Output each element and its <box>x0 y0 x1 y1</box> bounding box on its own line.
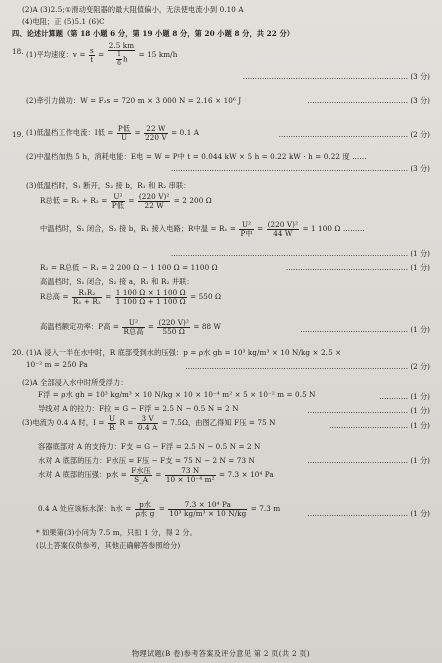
q19-low-gear-text: (3)低温档时，S₁ 断开，S₂ 接 b，R₁ 和 R₂ 串联： <box>26 181 191 190</box>
top-answer-line-2: (4)电阻；正 (5)5.1 (6)C <box>22 17 105 26</box>
q19-score-5: ……………………………………… (1 分) <box>300 325 430 334</box>
q20-score-3: …………………………………… (1 分) <box>307 406 430 415</box>
q19-score-4: …………………………………………… (1 分) <box>285 263 430 272</box>
q18-number: 18. <box>12 47 24 56</box>
q18-score-2: …………………………………… (3 分) <box>307 96 430 105</box>
q20-score-1: ………………………………………………………………………………… (2 分) <box>185 362 430 371</box>
q20-score-5: …………………………………… (1 分) <box>307 456 430 465</box>
fraction: $\frac{\text{(220 V)²}}{550 \Omega}$ <box>158 317 189 336</box>
q20-buoyancy-formula: F浮 = ρ水 gh = 10³ kg/m³ × 10 N/kg × 10 × 10⁻⁴ m² × 5 × 10⁻² m = 0.5 N <box>38 390 316 399</box>
q19-score-2: ……………………………………………………………………………………… (3 分) <box>170 164 430 173</box>
fraction: $\frac{1 100 \Omega \times 1 100 \Omega}{1 100 \Omega + 1 100 \Omega}$ <box>115 287 186 306</box>
q19-mid-resistance: 中温档时，S₁ 闭合，S₂ 接 b，R₁ 接入电路；R中温 = R₁ = $\frac{\text{U²}}{\text{P中}}$ = $\frac{\text{(220 V)²}}{44 W}$ = 1 100 Ω ……… <box>40 219 365 238</box>
q20-pressure-line-1: (1)A 浸入一半在水中时，R 底部受到水的压强：p = ρ水 gh = 10³ kg/m³ × 10 N/kg × 2.5 × <box>26 348 342 357</box>
q20-support-force: 容器底部对 A 的支持力：F支 = G − F浮 = 2.5 N − 0.5 N = 2 N <box>38 442 261 451</box>
q18-speed-formula: (1)平均速度：v = $\frac{s}{t}$ = 2.5 km $\frac{1}{6}$ h = 15 km/h <box>26 41 178 67</box>
fraction: 2.5 km $\frac{1}{6}$ h <box>108 41 135 67</box>
q20-score-4: …………………………… (1 分) <box>328 421 430 430</box>
q19-total-resistance-high: R总高 = $\frac{\text{R₁R₂}}{\text{R₁ + R₂}}$ = $\frac{1 100 \Omega \times 1 100 \Omega}{1 100 \Omega + 1 100 \Omega}$ = 550 Ω <box>40 287 222 306</box>
fraction: $\frac{\text{p水}}{\text{ρ水 g}}$ <box>135 499 155 518</box>
fraction: $\frac{\text{F水压}}{S\_A}$ <box>131 465 151 484</box>
q18-score-1: …………………………………………………………… (3 分) <box>242 72 430 81</box>
q19-total-resistance-low: R总低 = R₁ + R₂ = $\frac{\text{U²}}{\text{P低}}$ = $\frac{\text{(220 V)²}}{22 W}$ = 2 200 Ω <box>40 191 212 210</box>
fraction: $\frac{73 N}{\text{10 × 10⁻⁴ m²}}$ <box>165 465 215 484</box>
fraction: $\frac{\text{R₁R₂}}{\text{R₁ + R₂}}$ <box>73 287 101 306</box>
q19-energy-line: (2)中温档加热 5 h，消耗电能：E电 = W = P中 t = 0.044 kW × 5 h = 0.22 kW · h = 0.22 度 …… <box>26 152 367 161</box>
q20-number: 20. <box>12 348 24 357</box>
fraction: $\frac{s}{t}$ <box>89 45 94 64</box>
q19-number: 19. <box>12 130 24 139</box>
q19-high-gear-text: 高温档时，S₁ 闭合，S₂ 接 a，R₁ 和 R₂ 并联： <box>40 277 194 286</box>
fraction: $\frac{\text{(220 V)²}}{44 W}$ <box>267 219 299 238</box>
q20-water-pressure: 水对 A 底部的压强：p水 = $\frac{\text{F水压}}{S\_A}$ = $\frac{73 N}{\text{10 × 10⁻⁴ m²}}$ = 7.3 × 10⁴ Pa <box>38 465 274 484</box>
q19-high-power: 高温档额定功率：P高 = $\frac{\text{U²}}{\text{R总高}}$ = $\frac{\text{(220 V)²}}{550 \Omega}$ = 88 W <box>40 317 222 336</box>
top-answer-line-1: (2)A (3)2.5;①滑动变阻器的最大阻值偏小，无法使电流小到 0.10 A <box>22 5 244 14</box>
fraction: $\frac{\text{P低}}{U}$ <box>117 123 131 142</box>
fraction: $\frac{\text{U²}}{\text{P低}}$ <box>111 191 124 210</box>
fraction: $\frac{\text{U²}}{\text{R总高}}$ <box>123 317 144 336</box>
q20-buoyancy-text: (2)A 全部浸入水中时所受浮力： <box>22 378 128 387</box>
fraction: $\frac{\text{U²}}{\text{P中}}$ <box>240 219 253 238</box>
fraction: $\frac{U}{R}$ <box>108 413 116 432</box>
page-footer: 物理试题(B 卷)参考答案及评分意见 第 2 页(共 2 页) <box>131 649 311 658</box>
q20-note: * 如果第(3)小问为 7.5 m，只扣 1 分，得 2 分。 <box>36 528 197 537</box>
q20-pressure-line-2: 10⁻² m = 250 Pa <box>26 360 88 369</box>
fraction: $\frac{3 V}{0.4 A}$ <box>137 413 158 432</box>
q20-water-force: 水对 A 底部的压力：F水压 = F压 − F支 = 75 N − 2 N = 73 N <box>38 456 255 465</box>
q20-tension-line: 导线对 A 的拉力：F拉 = G − F浮 = 2.5 N − 0.5 N = 2 N <box>38 404 239 413</box>
q19-score-1: ……………………………………………… (2 分) <box>278 130 430 139</box>
q20-score-6: …………………………………… (1 分) <box>307 509 430 518</box>
q20-score-2: ………… (1 分) <box>379 392 430 401</box>
q18-work-line: (2)牵引力做功：W = F₂s = 720 m × 3 000 N = 2.16 × 10⁶ J <box>26 96 242 105</box>
fraction: $\frac{\text{7.3 × 10⁴ Pa}}{\text{10³ kg/m³ × 10 N/kg}}$ <box>169 499 247 518</box>
q19-r2-line: R₂ = R总低 − R₁ = 2 200 Ω − 1 100 Ω = 1100 Ω <box>40 263 218 272</box>
q20-water-depth: 0.4 A 处应该标水深：h水 = $\frac{\text{p水}}{\text{ρ水 g}}$ = $\frac{\text{7.3 × 10⁴ Pa}}{\text{10³ kg/m³ × 10 N/kg}}$ = 7.3 m <box>38 499 281 518</box>
section-title: 四、论述计算题（第 18 小题 6 分，第 19 小题 8 分，第 20 小题 8 分，共 22 分） <box>12 29 295 38</box>
q19-score-3: ……………………………………………………………………………………… (1 分) <box>170 249 430 258</box>
fraction: $\frac{\text{(220 V)²}}{22 W}$ <box>138 191 170 210</box>
q20-resistance-line: (3)电流为 0.4 A 时，I = $\frac{U}{R}$ R = $\frac{3 V}{0.4 A}$ = 7.5Ω，由图乙得知 F压 = 75 N <box>22 413 276 432</box>
q19-current-formula: (1)低温档工作电流：I低 = $\frac{\text{P低}}{U}$ = $\frac{22 W}{220 V}$ = 0.1 A <box>26 123 200 142</box>
fraction: $\frac{22 W}{220 V}$ <box>145 123 167 142</box>
reference-note: (以上答案仅供参考，其他正确解答参照给分) <box>36 541 181 550</box>
